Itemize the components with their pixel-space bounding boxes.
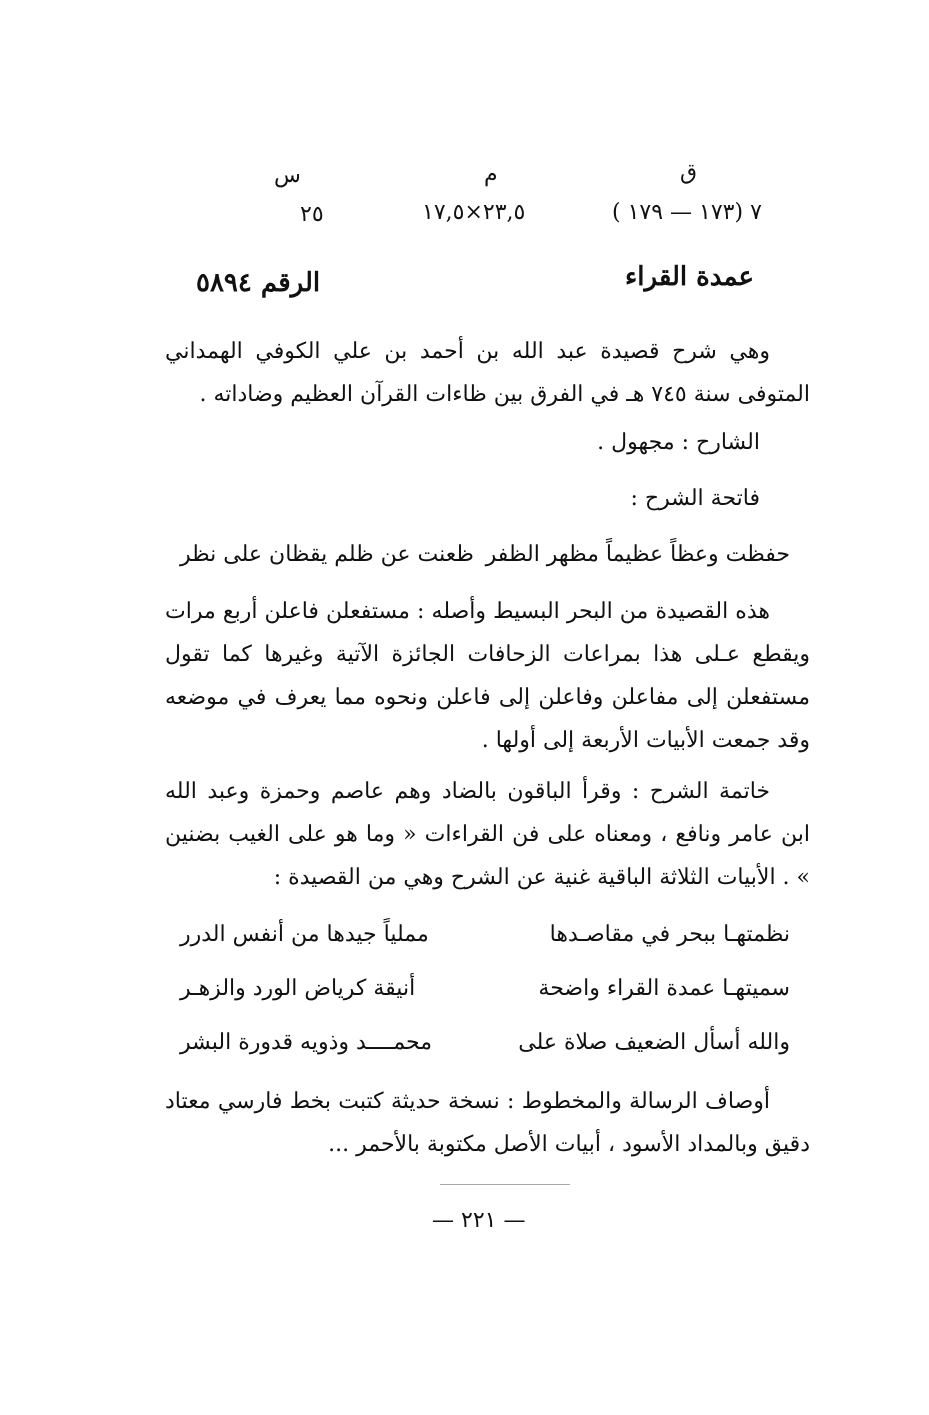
description-paragraph [165,1080,810,1166]
manuscript-title: عمدة القراء [625,262,754,292]
opening-label: فاتحة الشرح : [630,486,760,511]
manuscript-number: الرقم ٥٨٩٤ [196,268,321,298]
closing-text: خاتمة الشرح : وقرأ الباقون بالضاد وهم عاصم وحمزة وعبد الله ابن عامر ونافع ، ومعناه على فن القراءات « وما هو على الغيب بضنين » . الأبيات الثلاثة الباقية غنية عن الشرح وهي من القصيدة : [165,779,810,890]
verse-2 [180,976,790,1016]
verse-1 [180,922,790,962]
meter-text: هذه القصيدة من البحر البسيط وأصله : مستفعلن فاعلن أربع مرات ويقطع عـلى هذا بمراعات الزحافات الجائزة الآتية وغيرها كما تقول مستفعلن إلى مفاعلن وفاعلن إلى فاعلن ونحوه مما يعرف في موضعه وقد جمعت الأبيات الأربعة إلى أولها . [165,599,810,753]
verse-3-first-hemistich: والله أسأل الضعيف صلاة على [518,1030,790,1055]
intro-paragraph [165,330,810,416]
closing-paragraph [165,770,810,899]
meter-paragraph [165,590,810,762]
intro-text: وهي شرح قصيدة عبد الله بن أحمد بن علي الكوفي الهمداني المتوفى سنة ٧٤٥ هـ في الفرق بين ظاءات القرآن العظيم وضاداته . [165,339,810,407]
header-value-q: ٧ (١٧٣ — ١٧٩ ) [612,200,762,225]
header-value-s: ٢٥ [300,202,324,227]
description-text: أوصاف الرسالة والمخطوط : نسخة حديثة كتبت بخط فارسي معتاد دقيق وبالمداد الأسود ، أبيات الأصل مكتوبة بالأحمر ... [165,1089,810,1157]
verse-3-second-hemistich: محمــــد وذويه قدورة البشر [180,1030,433,1055]
header-value-m: ٢٣,٥×١٧,٥ [422,200,526,225]
verse-2-second-hemistich: أنيقة كرياض الورد والزهـر [180,976,416,1001]
verse-3 [180,1030,790,1070]
page-number: — ٢٢١ — [432,1208,526,1233]
commentator-line: الشارح : مجهول . [597,430,760,455]
header-label-q: ق [680,160,698,185]
opening-verse-second-hemistich: ظعنت عن ظلم يقظان على نظر [180,542,474,567]
header-label-m: م [484,162,498,187]
opening-verse-first-hemistich: حفظت وعظاً عظيماً مظهر الظفر [485,542,790,567]
verse-2-first-hemistich: سميتهـا عمدة القراء واضحة [538,976,790,1001]
verse-1-second-hemistich: مملياً جيدها من أنفس الدرر [180,922,429,947]
opening-verse [180,542,790,582]
footer-rule [440,1184,570,1185]
verse-1-first-hemistich: نظمتهـا ببحر في مقاصـدها [549,922,790,947]
header-label-s: س [274,163,301,188]
